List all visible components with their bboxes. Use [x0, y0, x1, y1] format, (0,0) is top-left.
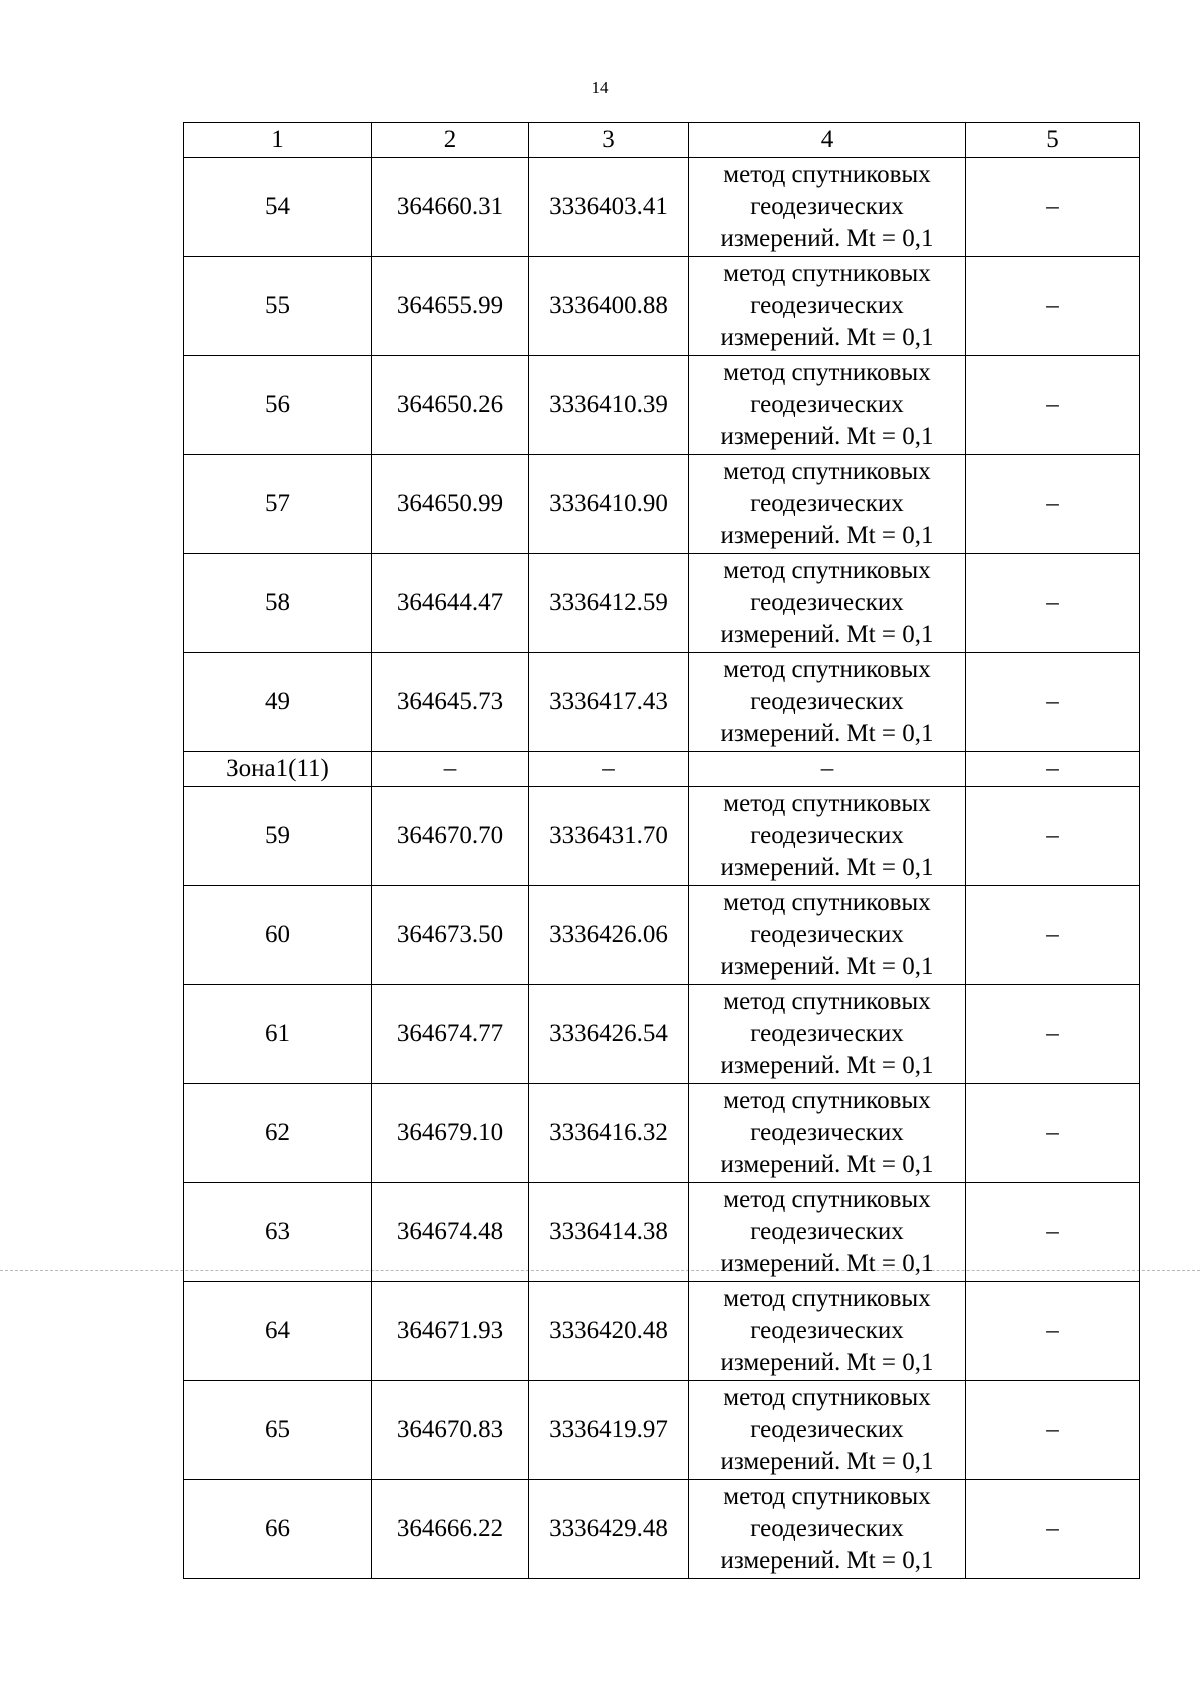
cell-col-5: – — [966, 1480, 1140, 1579]
method-line: метод спутниковых — [723, 161, 931, 188]
cell-col-3: 3336417.43 — [529, 653, 689, 752]
cell-col-1: 59 — [184, 787, 372, 886]
cell-col-5: – — [966, 158, 1140, 257]
cell-col-1: 64 — [184, 1282, 372, 1381]
table-row — [184, 653, 1140, 752]
cell-col-2: 364650.99 — [372, 455, 529, 554]
method-line: измерений. Mt = 0,1 — [720, 621, 934, 648]
method-line: измерений. Mt = 0,1 — [720, 324, 934, 351]
table-row — [184, 554, 1140, 653]
cell-col-2: 364660.31 — [372, 158, 529, 257]
cell-col-2: 364679.10 — [372, 1084, 529, 1183]
table-row — [184, 1480, 1140, 1579]
cell-col-2: 364666.22 — [372, 1480, 529, 1579]
cell-col-5: – — [966, 886, 1140, 985]
cell-col-2: 364644.47 — [372, 554, 529, 653]
method-line: измерений. Mt = 0,1 — [720, 720, 934, 747]
table-row — [184, 1084, 1140, 1183]
cell-col-3: 3336426.54 — [529, 985, 689, 1084]
cell-col-2: 364671.93 — [372, 1282, 529, 1381]
cell-col-3: – — [529, 752, 689, 787]
table-row — [184, 787, 1140, 886]
cell-col-5: – — [966, 1282, 1140, 1381]
cell-col-4 — [689, 985, 966, 1084]
table-header-row — [184, 123, 1140, 158]
header-cell-5: 5 — [966, 123, 1140, 158]
table-row — [184, 257, 1140, 356]
method-line: измерений. Mt = 0,1 — [720, 1448, 934, 1475]
method-line: метод спутниковых — [723, 1285, 931, 1312]
header-cell-4: 4 — [689, 123, 966, 158]
cell-col-5: – — [966, 356, 1140, 455]
method-line: геодезических — [750, 292, 904, 319]
cell-col-4 — [689, 554, 966, 653]
cell-col-2: 364650.26 — [372, 356, 529, 455]
method-line: измерений. Mt = 0,1 — [720, 953, 934, 980]
cell-col-1: Зона1(11) — [184, 752, 372, 787]
method-line: метод спутниковых — [723, 458, 931, 485]
method-line: геодезических — [750, 391, 904, 418]
cell-col-3: 3336420.48 — [529, 1282, 689, 1381]
cell-col-4 — [689, 455, 966, 554]
method-line: метод спутниковых — [723, 889, 931, 916]
cell-col-3: 3336416.32 — [529, 1084, 689, 1183]
cell-col-1: 60 — [184, 886, 372, 985]
method-line: измерений. Mt = 0,1 — [720, 854, 934, 881]
cell-col-2: 364645.73 — [372, 653, 529, 752]
cell-col-1: 61 — [184, 985, 372, 1084]
method-line: геодезических — [750, 921, 904, 948]
cell-col-1: 63 — [184, 1183, 372, 1282]
header-cell-3: 3 — [529, 123, 689, 158]
method-line: – — [820, 755, 834, 782]
cell-col-4 — [689, 1381, 966, 1480]
cell-col-4 — [689, 886, 966, 985]
method-line: геодезических — [750, 1416, 904, 1443]
table-row — [184, 1183, 1140, 1282]
method-line: метод спутниковых — [723, 260, 931, 287]
cell-col-2: – — [372, 752, 529, 787]
cell-col-5: – — [966, 985, 1140, 1084]
method-line: геодезических — [750, 1218, 904, 1245]
method-line: измерений. Mt = 0,1 — [720, 1349, 934, 1376]
cell-col-4 — [689, 1480, 966, 1579]
method-line: метод спутниковых — [723, 656, 931, 683]
cell-col-5: – — [966, 1381, 1140, 1480]
cell-col-4 — [689, 158, 966, 257]
cell-col-5: – — [966, 752, 1140, 787]
method-line: геодезических — [750, 193, 904, 220]
method-line: геодезических — [750, 1317, 904, 1344]
cell-col-3: 3336410.39 — [529, 356, 689, 455]
cell-col-5: – — [966, 787, 1140, 886]
cell-col-5: – — [966, 554, 1140, 653]
header-cell-2: 2 — [372, 123, 529, 158]
method-line: метод спутниковых — [723, 1186, 931, 1213]
method-line: метод спутниковых — [723, 557, 931, 584]
method-line: измерений. Mt = 0,1 — [720, 423, 934, 450]
page-number: 14 — [591, 78, 609, 97]
table-row — [184, 455, 1140, 554]
cell-col-1: 57 — [184, 455, 372, 554]
cell-col-2: 364673.50 — [372, 886, 529, 985]
cell-col-1: 66 — [184, 1480, 372, 1579]
method-line: измерений. Mt = 0,1 — [720, 522, 934, 549]
table-row — [184, 1381, 1140, 1480]
cell-col-4 — [689, 787, 966, 886]
method-line: метод спутниковых — [723, 359, 931, 386]
method-line: геодезических — [750, 1515, 904, 1542]
coordinates-table — [183, 122, 1140, 1579]
header-cell-1: 1 — [184, 123, 372, 158]
cell-col-4 — [689, 653, 966, 752]
cell-col-4 — [689, 356, 966, 455]
cell-col-2: 364655.99 — [372, 257, 529, 356]
method-line: геодезических — [750, 822, 904, 849]
cell-col-4 — [689, 752, 966, 787]
method-line: метод спутниковых — [723, 1384, 931, 1411]
method-line: геодезических — [750, 688, 904, 715]
cell-col-4 — [689, 1084, 966, 1183]
method-line: измерений. Mt = 0,1 — [720, 1151, 934, 1178]
method-line: измерений. Mt = 0,1 — [720, 225, 934, 252]
cell-col-1: 54 — [184, 158, 372, 257]
cell-col-5: – — [966, 1084, 1140, 1183]
cell-col-4 — [689, 1183, 966, 1282]
cell-col-5: – — [966, 455, 1140, 554]
method-line: метод спутниковых — [723, 790, 931, 817]
cell-col-5: – — [966, 1183, 1140, 1282]
cell-col-5: – — [966, 257, 1140, 356]
cell-col-1: 65 — [184, 1381, 372, 1480]
cell-col-4 — [689, 257, 966, 356]
method-line: измерений. Mt = 0,1 — [720, 1250, 934, 1277]
cell-col-4 — [689, 1282, 966, 1381]
cell-col-3: 3336414.38 — [529, 1183, 689, 1282]
cell-col-1: 56 — [184, 356, 372, 455]
method-line: измерений. Mt = 0,1 — [720, 1547, 934, 1574]
cell-col-3: 3336412.59 — [529, 554, 689, 653]
cell-col-2: 364674.77 — [372, 985, 529, 1084]
cell-col-1: 49 — [184, 653, 372, 752]
method-line: метод спутниковых — [723, 1087, 931, 1114]
cell-col-1: 58 — [184, 554, 372, 653]
cell-col-3: 3336429.48 — [529, 1480, 689, 1579]
cell-col-3: 3336403.41 — [529, 158, 689, 257]
table-row — [184, 356, 1140, 455]
table-row — [184, 1282, 1140, 1381]
cell-col-2: 364670.70 — [372, 787, 529, 886]
method-line: геодезических — [750, 589, 904, 616]
cell-col-2: 364670.83 — [372, 1381, 529, 1480]
zone-row — [184, 752, 1140, 787]
method-line: геодезических — [750, 490, 904, 517]
cell-col-3: 3336410.90 — [529, 455, 689, 554]
table-row — [184, 985, 1140, 1084]
method-line: геодезических — [750, 1119, 904, 1146]
cell-col-3: 3336419.97 — [529, 1381, 689, 1480]
cell-col-3: 3336426.06 — [529, 886, 689, 985]
method-line: метод спутниковых — [723, 988, 931, 1015]
cell-col-3: 3336431.70 — [529, 787, 689, 886]
cell-col-3: 3336400.88 — [529, 257, 689, 356]
table-row — [184, 886, 1140, 985]
cell-col-5: – — [966, 653, 1140, 752]
method-line: геодезических — [750, 1020, 904, 1047]
cell-col-1: 62 — [184, 1084, 372, 1183]
method-line: измерений. Mt = 0,1 — [720, 1052, 934, 1079]
cell-col-2: 364674.48 — [372, 1183, 529, 1282]
method-line: метод спутниковых — [723, 1483, 931, 1510]
table-row — [184, 158, 1140, 257]
cell-col-1: 55 — [184, 257, 372, 356]
